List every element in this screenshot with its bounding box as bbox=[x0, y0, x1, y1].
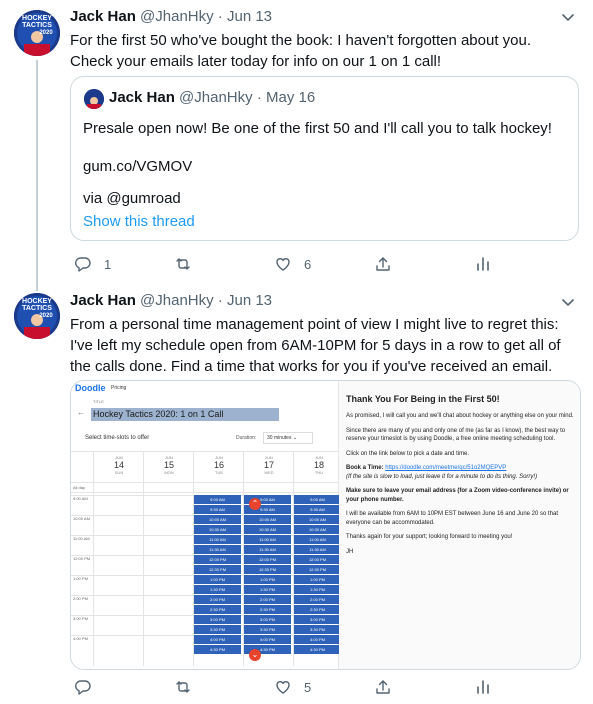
tweet-text-line: I've left my schedule open from 6AM-10PM for 5 days in a row to get all of bbox=[70, 337, 561, 354]
analytics-icon bbox=[474, 255, 492, 273]
avatar[interactable] bbox=[14, 293, 60, 339]
thread-connector-line bbox=[36, 60, 38, 290]
email-book-paragraph bbox=[346, 464, 575, 481]
author-name[interactable]: Jack Han bbox=[70, 292, 136, 309]
author-handle[interactable]: @JhanHky bbox=[140, 8, 214, 25]
time-slot: 1:30 PM bbox=[294, 585, 341, 594]
calendar-day-header bbox=[245, 455, 293, 475]
calendar-divider bbox=[71, 451, 339, 452]
analytics-button[interactable] bbox=[474, 254, 492, 274]
time-slot: 9:30 AM bbox=[194, 505, 241, 514]
day-month: JUN bbox=[215, 455, 223, 460]
hour-label: 12:00 PM bbox=[73, 556, 91, 561]
time-slot: 1:30 PM bbox=[194, 585, 241, 594]
tweet-text bbox=[70, 30, 575, 72]
time-slot: 1:00 PM bbox=[194, 575, 241, 584]
analytics-button[interactable] bbox=[474, 677, 492, 697]
calendar-column-line bbox=[93, 451, 94, 666]
doodle-poll-title: Hockey Tactics 2020: 1 on 1 Call bbox=[91, 408, 279, 421]
separator-dot: · bbox=[256, 89, 262, 106]
time-slot: 12:00 PM bbox=[244, 555, 291, 564]
thread-connector-line bbox=[36, 285, 38, 291]
tweet-text-line: the calls done. Find a time that works for you if you've received an email. bbox=[70, 358, 553, 375]
share-icon bbox=[374, 678, 392, 696]
share-icon bbox=[374, 255, 392, 273]
heart-icon bbox=[274, 255, 292, 273]
time-slot: 1:00 PM bbox=[294, 575, 341, 584]
time-slot: 3:00 PM bbox=[194, 615, 241, 624]
quote-author-name: Jack Han bbox=[109, 89, 175, 106]
tweet-actions bbox=[70, 677, 540, 697]
time-slot: 10:00 AM bbox=[294, 515, 341, 524]
book-note: (If the site is slow to load, just leave it for a minute to do its thing. Sorry!) bbox=[346, 473, 538, 480]
time-slot: 2:00 PM bbox=[244, 595, 291, 604]
avatar-text-3: 2020 bbox=[39, 313, 53, 319]
time-slot: 2:30 PM bbox=[244, 605, 291, 614]
time-slot: 11:30 AM bbox=[194, 545, 241, 554]
time-slot: 11:30 AM bbox=[244, 545, 291, 554]
share-button[interactable] bbox=[374, 254, 392, 274]
time-slot: 2:00 PM bbox=[294, 595, 341, 604]
time-slot: 2:30 PM bbox=[194, 605, 241, 614]
separator-dot: · bbox=[217, 292, 223, 309]
time-slot: 12:00 PM bbox=[294, 555, 341, 564]
hour-label: 1:00 PM bbox=[73, 576, 88, 581]
analytics-icon bbox=[474, 678, 492, 696]
calendar-divider bbox=[71, 492, 339, 493]
time-slot: 9:30 AM bbox=[294, 505, 341, 514]
scroll-up-icon: ⌃ bbox=[249, 498, 261, 510]
day-weekday: MON bbox=[164, 470, 174, 475]
time-slot: 1:00 PM bbox=[244, 575, 291, 584]
back-arrow-icon: ← bbox=[77, 408, 85, 417]
avatar-text-1: HOCKEY bbox=[22, 298, 52, 305]
time-slot: 11:00 AM bbox=[294, 535, 341, 544]
time-slot: 2:30 PM bbox=[294, 605, 341, 614]
calendar-day-header bbox=[295, 455, 343, 475]
time-slot: 10:00 AM bbox=[194, 515, 241, 524]
day-number: 14 bbox=[113, 460, 124, 470]
time-slot: 12:30 PM bbox=[194, 565, 241, 574]
calendar-column-line bbox=[143, 451, 144, 666]
time-slot: 11:30 AM bbox=[294, 545, 341, 554]
like-count: 5 bbox=[304, 679, 312, 695]
doodle-duration-label: Duration: bbox=[236, 435, 257, 441]
book-label: Book a Time: bbox=[346, 465, 386, 471]
time-slot: 9:00 AM bbox=[194, 495, 241, 504]
avatar-text-3: 2020 bbox=[39, 30, 53, 36]
like-count: 6 bbox=[304, 256, 312, 272]
email-paragraph: I will be available from 6AM to 10PM EST between June 16 and June 20 so that everyone can be accommodated. bbox=[346, 511, 559, 526]
avatar-text-2: TACTICS bbox=[22, 305, 52, 312]
avatar-text-2: TACTICS bbox=[22, 22, 52, 29]
avatar-text-1: HOCKEY bbox=[22, 15, 52, 22]
time-slot: 4:30 PM bbox=[194, 645, 241, 654]
time-slot: 4:00 PM bbox=[194, 635, 241, 644]
time-slot: 3:00 PM bbox=[294, 615, 341, 624]
day-weekday: SUN bbox=[114, 470, 124, 475]
doodle-logo: Doodle bbox=[75, 383, 106, 393]
hour-label: 3:00 PM bbox=[73, 616, 88, 621]
email-paragraph: As promised, I will call you and we'll chat about hockey or anything else on your mind. bbox=[346, 413, 574, 419]
separator-dot: · bbox=[217, 8, 223, 25]
email-paragraph: Thanks again for your support; looking forward to meeting you! bbox=[346, 534, 513, 540]
time-slot: 9:00 AM bbox=[294, 495, 341, 504]
hour-label: 2:00 PM bbox=[73, 596, 88, 601]
day-weekday: TUE bbox=[215, 470, 223, 475]
time-slot: 9:00 AM bbox=[244, 495, 291, 504]
doodle-link: https://doodle.com/meetme/qc/51o2MQEPVP bbox=[385, 465, 507, 471]
author-name[interactable]: Jack Han bbox=[70, 8, 136, 25]
all-day-label: All day bbox=[73, 485, 86, 490]
time-slot: 2:00 PM bbox=[194, 595, 241, 604]
time-slot: 11:00 AM bbox=[244, 535, 291, 544]
retweet-icon bbox=[174, 255, 192, 273]
quote-link: gum.co/VGMOV bbox=[83, 158, 193, 175]
scroll-down-icon: ⌄ bbox=[249, 649, 261, 661]
doodle-duration-select: 30 minutes ⌄ bbox=[263, 432, 313, 444]
day-month: JUN bbox=[165, 455, 173, 460]
time-slot: 4:30 PM bbox=[294, 645, 341, 654]
time-slot: 10:30 AM bbox=[244, 525, 291, 534]
quoted-tweet[interactable] bbox=[70, 76, 579, 241]
tweet-media-image[interactable] bbox=[70, 380, 581, 670]
email-heading: Thank You For Being in the First 50! bbox=[346, 394, 500, 404]
reply-button[interactable] bbox=[74, 677, 104, 697]
quote-text-line: Presale open now! Be one of the first 50 and I'll call you to talk hockey! bbox=[83, 120, 552, 137]
tweet-text-line: For the first 50 who've bought the book: I haven't forgotten about you. bbox=[70, 32, 532, 49]
time-slot: 10:30 AM bbox=[294, 525, 341, 534]
email-signature: JH bbox=[346, 548, 354, 555]
reply-count: 1 bbox=[104, 256, 112, 272]
doodle-pricing-link: Pricing bbox=[111, 385, 127, 391]
share-button[interactable] bbox=[374, 677, 392, 697]
day-month: JUN bbox=[115, 455, 123, 460]
hour-label: 9:00 AM bbox=[73, 496, 88, 501]
email-paragraph: Click on the link below to pick a date and time. bbox=[346, 450, 470, 457]
day-weekday: THU bbox=[314, 470, 324, 475]
day-number: 16 bbox=[213, 460, 224, 470]
retweet-icon bbox=[174, 678, 192, 696]
hour-label: 4:00 PM bbox=[73, 636, 88, 641]
author-handle[interactable]: @JhanHky bbox=[140, 292, 214, 309]
tweet-1[interactable] bbox=[0, 0, 593, 285]
time-slot: 3:00 PM bbox=[244, 615, 291, 624]
tweet-actions bbox=[70, 254, 540, 274]
reply-icon bbox=[74, 255, 92, 273]
tweet-text-line: Check your emails later today for info on our 1 on 1 call! bbox=[70, 53, 442, 70]
tweet-header bbox=[70, 7, 272, 27]
like-button[interactable] bbox=[274, 254, 311, 274]
hour-label: 10:00 AM bbox=[73, 516, 90, 521]
show-thread-link[interactable]: Show this thread bbox=[83, 213, 195, 230]
calendar-day-header bbox=[95, 455, 143, 475]
time-slot: 4:00 PM bbox=[294, 635, 341, 644]
time-slot: 10:00 AM bbox=[244, 515, 291, 524]
reply-button[interactable] bbox=[74, 254, 111, 274]
quote-header bbox=[109, 88, 315, 108]
time-slot: 12:30 PM bbox=[244, 565, 291, 574]
time-slot: 12:30 PM bbox=[294, 565, 341, 574]
time-slot: 3:30 PM bbox=[244, 625, 291, 634]
time-slot: 1:30 PM bbox=[244, 585, 291, 594]
time-slot: 9:30 AM bbox=[244, 505, 291, 514]
time-slot: 4:30 PM bbox=[244, 645, 291, 654]
doodle-title-label: TITLE bbox=[93, 399, 104, 404]
time-slot: 4:00 PM bbox=[244, 635, 291, 644]
tweet-text-line: From a personal time management point of view I might live to regret this: bbox=[70, 316, 559, 333]
more-options-chevron-down-icon[interactable] bbox=[559, 8, 577, 26]
doodle-screenshot bbox=[71, 381, 339, 670]
hour-label: 11:00 AM bbox=[73, 536, 90, 541]
day-number: 15 bbox=[163, 460, 174, 470]
time-slot: 12:00 PM bbox=[194, 555, 241, 564]
time-slot: 11:00 AM bbox=[194, 535, 241, 544]
tweet-text bbox=[70, 314, 575, 377]
retweet-button[interactable] bbox=[174, 677, 204, 697]
quote-author-handle: @JhanHky bbox=[179, 89, 253, 106]
day-weekday: WED bbox=[264, 470, 274, 475]
time-slot: 3:30 PM bbox=[294, 625, 341, 634]
tweet-date[interactable]: Jun 13 bbox=[226, 292, 273, 309]
time-slot: 3:30 PM bbox=[194, 625, 241, 634]
time-slot: 10:30 AM bbox=[194, 525, 241, 534]
reply-icon bbox=[74, 678, 92, 696]
day-month: JUN bbox=[265, 455, 273, 460]
calendar-divider bbox=[71, 482, 339, 483]
quote-via: via @gumroad bbox=[83, 190, 181, 207]
day-month: JUN bbox=[315, 455, 323, 460]
tweet-date[interactable]: Jun 13 bbox=[226, 8, 273, 25]
quote-avatar bbox=[84, 89, 104, 109]
email-paragraph: Make sure to leave your email address (for a Zoom video-conference invite) or your phone number. bbox=[346, 488, 569, 503]
tweet-header bbox=[70, 291, 272, 311]
avatar[interactable] bbox=[14, 10, 60, 56]
like-button[interactable] bbox=[274, 677, 311, 697]
calendar-day-header bbox=[195, 455, 243, 475]
email-screenshot bbox=[339, 381, 581, 670]
doodle-select-label: Select time-slots to offer bbox=[85, 435, 150, 441]
heart-icon bbox=[274, 678, 292, 696]
calendar-day-header bbox=[145, 455, 193, 475]
retweet-button[interactable] bbox=[174, 254, 204, 274]
day-number: 18 bbox=[313, 460, 324, 470]
email-paragraph: Since there are many of you and only one of me (as far as I know), the best way to reserve your timeslot is by using Doodle, a free online meeting scheduling tool. bbox=[346, 427, 566, 442]
day-number: 17 bbox=[263, 460, 274, 470]
more-options-chevron-down-icon[interactable] bbox=[559, 293, 577, 311]
quote-date: May 16 bbox=[265, 89, 316, 106]
